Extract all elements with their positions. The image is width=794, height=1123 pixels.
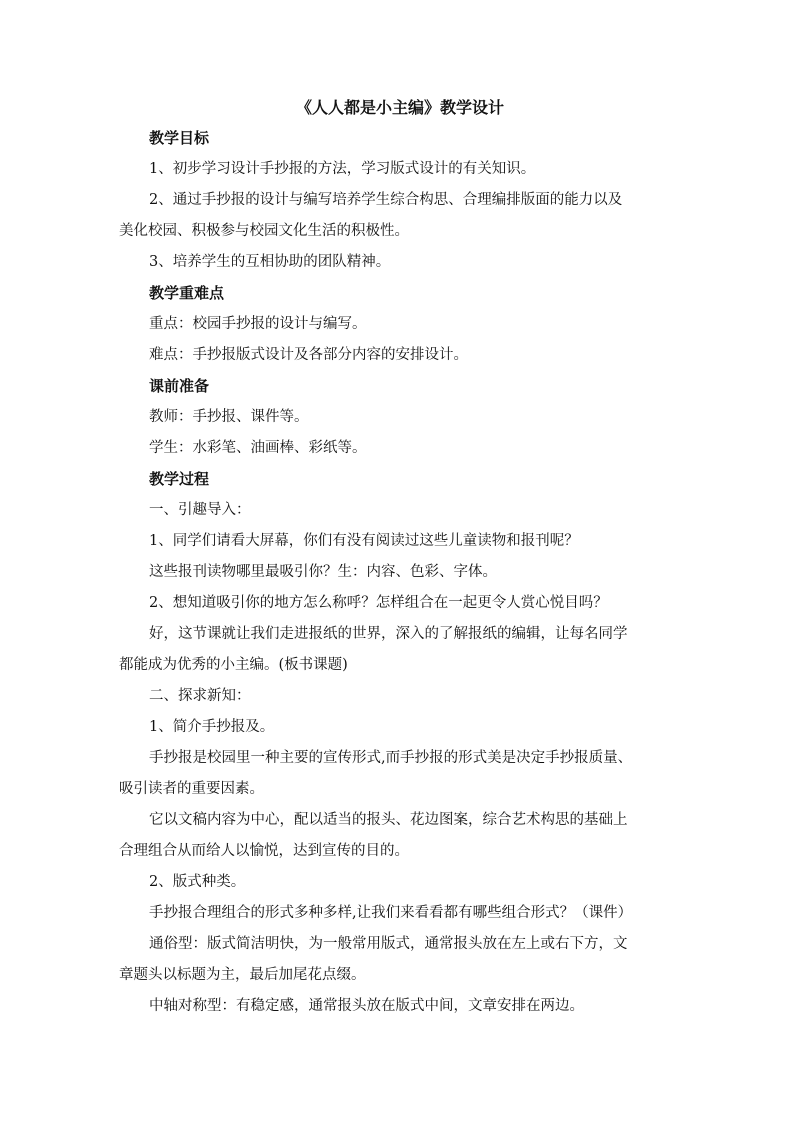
paragraph-line: 难点：手抄报版式设计及各部分内容的安排设计。 xyxy=(149,347,468,363)
paragraph-line: 1、简介手抄报及。 xyxy=(149,719,275,735)
paragraph-line: 2、想知道吸引你的地方怎么称呼？怎样组合在一起更令人赏心悦目吗？ xyxy=(149,595,608,611)
paragraph-line: 学生：水彩笔、油画棒、彩纸等。 xyxy=(149,440,367,456)
paragraph-line: 1、初步学习设计手抄报的方法，学习版式设计的有关知识。 xyxy=(149,161,536,177)
paragraph-line: 章题头以标题为主，最后加尾花点缀。 xyxy=(119,967,366,983)
paragraph-line: 1、同学们请看大屏幕，你们有没有阅读过这些儿童读物和报刊呢？ xyxy=(149,533,579,549)
paragraph-line: 手抄报是校园里一种主要的宣传形式,而手抄报的形式美是决定手抄报质量、 xyxy=(149,750,633,766)
paragraph-line: 吸引读者的重要因素。 xyxy=(119,781,264,797)
paragraph-line: 2、版式种类。 xyxy=(149,874,246,890)
section-heading: 教学目标 xyxy=(149,129,210,147)
paragraph-line: 3、培养学生的互相协助的团队精神。 xyxy=(149,254,391,270)
document-lines xyxy=(119,123,681,1022)
paragraph-line: 合理组合从而给人以愉悦，达到宣传的目的。 xyxy=(119,843,409,859)
paragraph-line: 这些报刊读物哪里最吸引你？生：内容、色彩、字体。 xyxy=(149,564,497,580)
paragraph-line: 一、引趣导入： xyxy=(149,502,251,518)
paragraph-line: 它以文稿内容为中心，配以适当的报头、花边图案，综合艺术构思的基础上 xyxy=(149,812,628,828)
paragraph-line: 手抄报合理组合的形式多种多样,让我们来看看都有哪些组合形式？（课件） xyxy=(149,905,633,921)
paragraph-line: 教师：手抄报、课件等。 xyxy=(149,409,309,425)
section-heading: 课前准备 xyxy=(149,377,210,395)
paragraph-line: 重点：校园手抄报的设计与编写。 xyxy=(149,316,367,332)
document-title: 《人人都是小主编》教学设计 xyxy=(295,98,504,117)
section-heading: 教学重难点 xyxy=(149,284,225,302)
paragraph-line: 中轴对称型：有稳定感，通常报头放在版式中间，文章安排在两边。 xyxy=(149,998,584,1014)
document-body xyxy=(119,92,681,1022)
paragraph-line: 通俗型：版式简洁明快，为一般常用版式，通常报头放在左上或右下方，文 xyxy=(149,936,628,952)
paragraph-line: 2、通过手抄报的设计与编写培养学生综合构思、合理编排版面的能力以及 xyxy=(149,192,623,208)
paragraph-line: 美化校园、积极参与校园文化生活的积极性。 xyxy=(119,223,409,239)
paragraph-line: 二、探求新知： xyxy=(149,688,251,704)
paragraph-line: 都能成为优秀的小主编。(板书课题) xyxy=(119,657,348,673)
paragraph-line: 好，这节课就让我们走进报纸的世界，深入的了解报纸的编辑，让每名同学 xyxy=(149,626,628,642)
section-heading: 教学过程 xyxy=(149,470,210,488)
